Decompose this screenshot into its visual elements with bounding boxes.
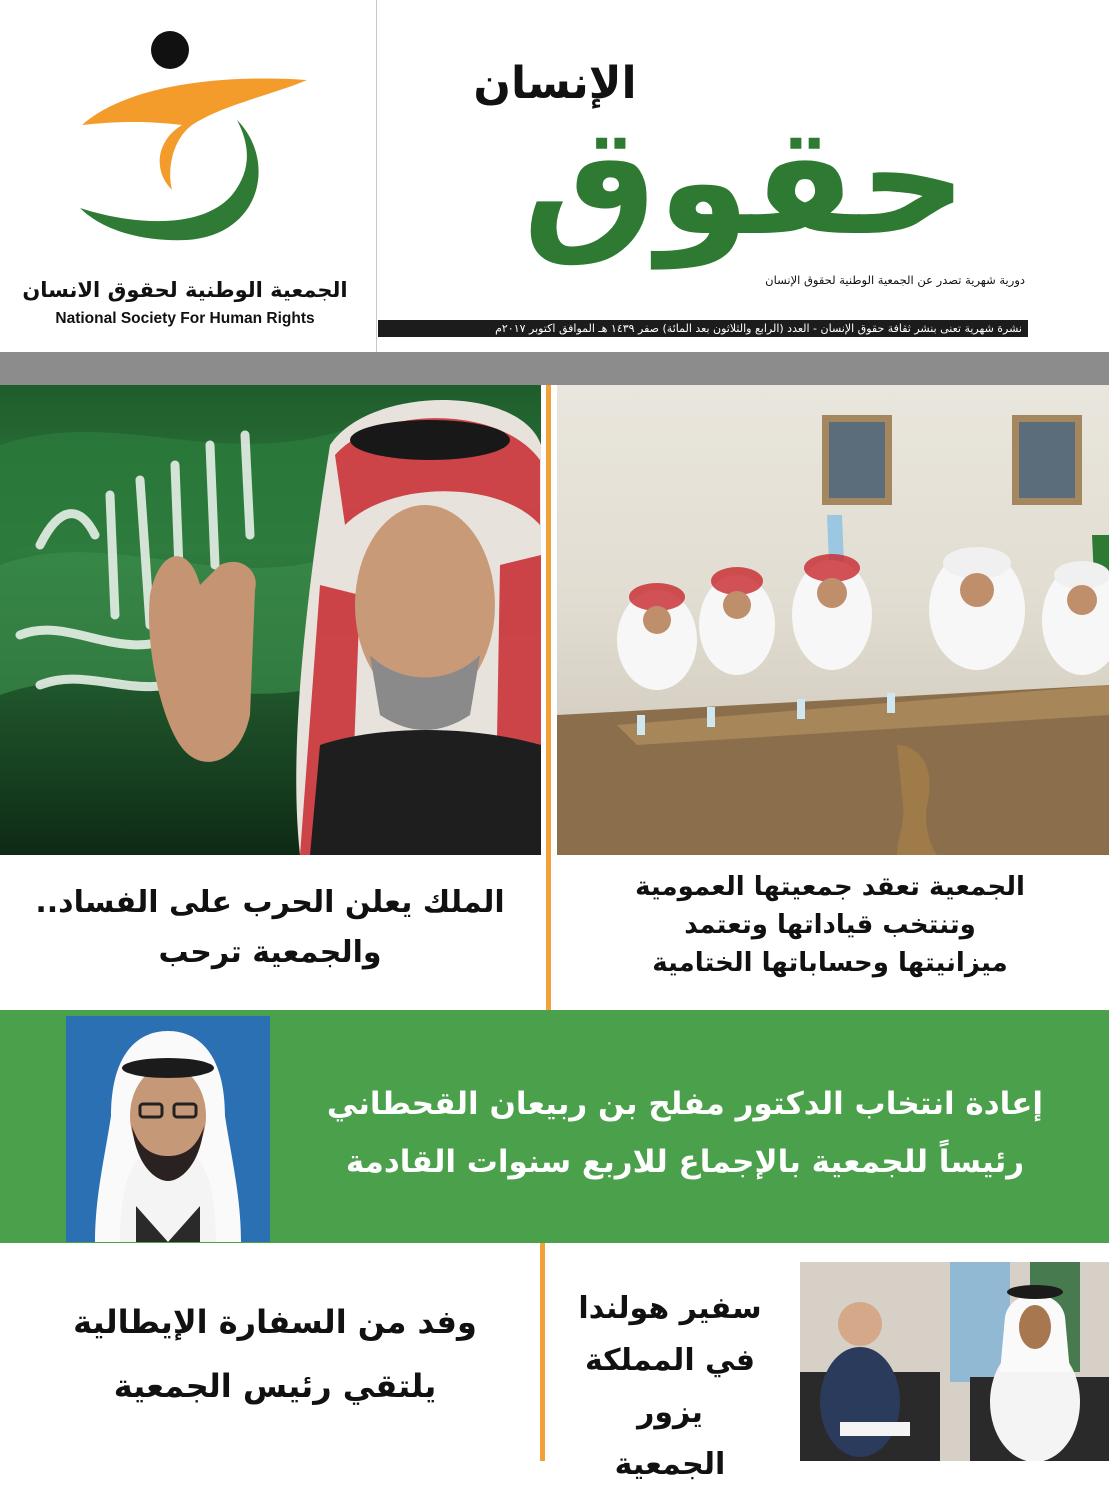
masthead-tagline: دورية شهرية تصدر عن الجمعية الوطنية لحقوق الإنسان [765, 273, 1025, 287]
society-name-english: National Society For Human Rights [55, 310, 315, 327]
headline-line: وفد من السفارة الإيطالية [73, 1303, 477, 1341]
headline-line: الجمعية تعقد جمعيتها العمومية [635, 872, 1025, 902]
headline-king-anti-corruption[interactable] [20, 878, 520, 978]
headline-line: يلتقي رئيس الجمعية [113, 1367, 437, 1405]
headline-dutch-ambassador[interactable] [560, 1283, 780, 1491]
masthead-title: حقوق [522, 95, 968, 269]
society-name-arabic: الجمعية الوطنية لحقوق الانسان [22, 278, 348, 302]
headline-general-assembly[interactable] [570, 868, 1090, 982]
headline-line: إعادة انتخاب الدكتور مفلح بن ربيعان القحطاني [326, 1086, 1044, 1122]
president-portrait-photo [66, 1016, 270, 1242]
headline-line: في المملكة يزور [584, 1343, 756, 1430]
gray-separator-band [0, 352, 1109, 385]
headline-line: سفير هولندا [578, 1291, 762, 1326]
masthead-title-small: الإنسان [473, 58, 637, 109]
issue-info-strip: نشرة شهرية تعنى بنشر ثقافة حقوق الإنسان - العدد (الرابع والثلاثون بعد المائة) صفر ١٤٣٩ هـ الموافق اكتوبر ٢٠١٧م [378, 320, 1028, 337]
dutch-ambassador-meeting-photo [800, 1262, 1109, 1461]
society-logo [72, 30, 322, 265]
orange-divider-line [540, 1243, 545, 1461]
headline-italian-embassy[interactable] [30, 1290, 520, 1418]
headline-line: ميزانيتها وحساباتها الختامية [652, 948, 1008, 978]
headline-line: الجمعية [614, 1447, 726, 1482]
headline-president-reelection[interactable] [300, 1075, 1070, 1191]
headline-line: الملك يعلن الحرب على الفساد.. [35, 885, 505, 920]
masthead-divider [376, 0, 377, 352]
orange-divider-line [546, 385, 551, 1010]
headline-line: والجمعية ترحب [158, 935, 382, 970]
general-assembly-meeting-photo [557, 385, 1109, 855]
headline-line: رئيساً للجمعية بالإجماع للاربع سنوات القادمة [345, 1144, 1025, 1180]
headline-line: وتنتخب قياداتها وتعتمد [684, 910, 976, 940]
king-salute-photo [0, 385, 541, 855]
